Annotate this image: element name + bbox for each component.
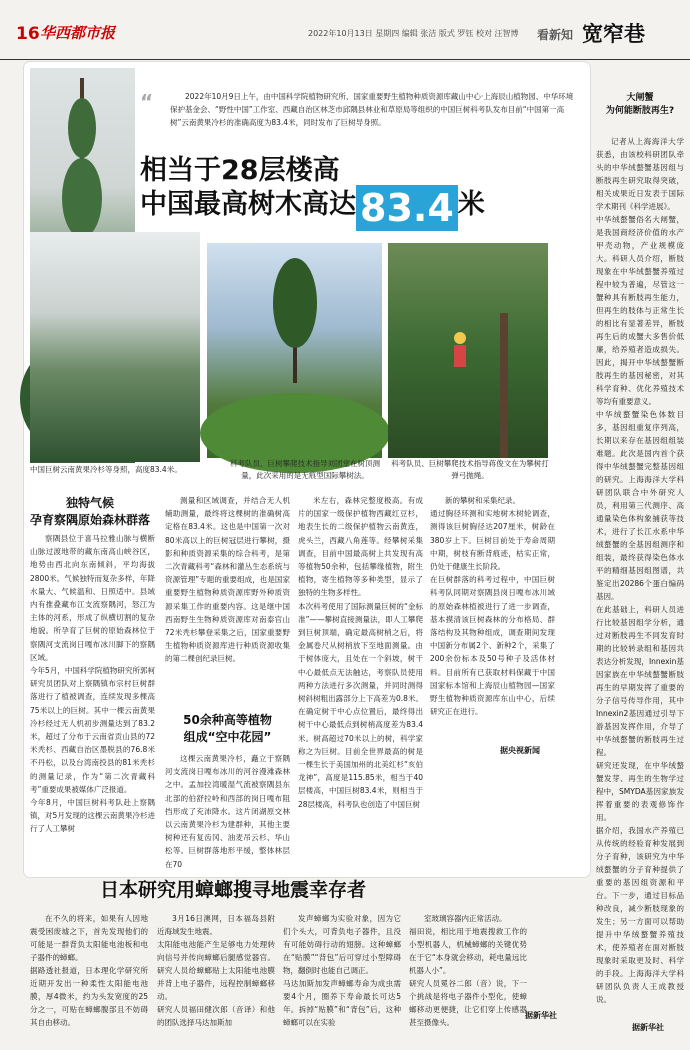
- bottom-column-3: 发声蟑螂为实验对象，因为它们个头大，可背负电子器件，且没有可能妨碍行动的翅膀。这种蟑螂在“贴膜”“背包”后可穿过小型障碍物，翻倒时也能自己调正。 马达加斯加发声蟑螂寿命为成虫需要4个月，圈养下寿命最长可达5年。拆掉“贴膜”和“背包”后，这种蟑螂可以在实验: [283, 914, 401, 1027]
- sidebar-source: 据新华社: [632, 1023, 664, 1032]
- feature-source: 据央视新闻: [500, 746, 540, 755]
- feature-title-line2: [140, 182, 485, 231]
- feature-title-line1: 相当于28层楼高: [140, 155, 340, 186]
- photo-caption-1: 中国巨树云南黄果冷杉等身照，高度83.4米。: [30, 465, 182, 474]
- edition-meta: 2022年10月13日 星期四 编辑 张洁 版式 罗钰 校对 汪智博: [308, 29, 519, 38]
- treetop-photo: [207, 243, 382, 458]
- bottom-column-1: 在不久的将来，如果有人因地震受困废墟之下，首先发现他们的可能是一群背负太阳能电池板和电子器件的蟑螂。 据路透社报道，日本理化学研究所近期开发出一种柔性太阳能电池膜，厚4微米，约为头发宽度的25分之一，可贴在蟑螂腹部且不妨碍其自由移动。: [30, 914, 148, 1027]
- feature-column-2b: 这棵云南黄果冷杉，矗立于察隅河支流岗日嘎布冰川的河谷漫滩森林之中。孟加拉湾暖湿气流被察隅县东北部的伯舒拉岭和西部的岗日嘎布阻挡形成了充沛降水。这片闭湖原交林以云南黄果冷杉为建群种，其他主要树种还有复齿冈、油麦吊云杉、华山松等。巨树群落地形平缓，整体林层在70: [165, 754, 290, 869]
- feature-column-4: 新的攀树和采集纪录。 通过胸径环测和实地树木树轮调查，测得该巨树胸径达207厘米，树龄在380岁上下。巨树目前处于寿命周期中期，树枝有断背痕迹，枯实正常，仍处于健康生长阶段。 在巨树群落的科考过程中，中国巨树科考队同期对察隅县岗日嘎布冰川域的原始森林植被进行了进一步调查，基本摸清该巨树森林的分布格局、群落结构及其物种组成，调查期间发现中国新分布属2个、新种2个，采集了200余份标本及50号种子及活体材料。目前所有已获取材料保藏于中国国家标本馆和上海辰山植物园—国家野生植物种质资源库东山中心，后续研究正在进行。: [430, 496, 555, 717]
- section-title: 宽窄巷: [582, 22, 645, 46]
- feature-column-3: 米左右，森林完整度极高。有成片的国家一级保护植物西藏红豆杉，地表生长的二级保护植物云南黄连，虎头兰，西藏八角莲等。经攀树采集调查，目前中国最高树上共发现有高等植物50余种，包括攀缘植物，附生植物，寄生植物等多种类型，显示了独特的生物多样性。 本次科考使用了国际测量巨树的“金标准”——攀树直接测量法，即人工攀爬到巨树顶端，确定最高树梢之后，将金属卷尺从树梢放下至地面测量。由于树体庞大，且处在一个斜坡，树干中心最低点无法触达，考察队员使用两种方法进行多次测量，并同时测得树斜树粗出露部分上下高差为0.8米。在确定树干中心点位置后，最终得出树干中心最低点到树梢高度差为83.4米。树高超过70米以上的树，科学家称之为巨树。目前全世界最高的树是一棵生长于美国加州的北美红杉“亥伯龙神”，高度是115.85米，相当于40层楼高，中国巨树83.4米，则相当于28层楼高，科考队也创造了中国巨树: [298, 496, 423, 809]
- treetop-illustration: [207, 243, 382, 458]
- feature-column-1: 察隅县位于喜马拉雅山脉与横断山脉过渡地带的藏东南高山峡谷区，地势由西北向东南倾斜，平均海拔2800米。气候独特而复杂多样，年降水量大、气候温和、日照适中。县域内有推叠藏布江支流察隅河，怒江为主体的河系，形成了纵横切割的复杂地貌。所孕育了巨树的原始森林位于察隅河支流岗日嘎布冰川脚下的察隅区域。 今年5月，中国科学院植物研究所郭柯研究员团队对上察隅镇布宗村巨树群落进行了植被调查，连续发现多棵高75米以上的巨树。其中一棵云南黄果冷杉经过无人机初步测量达到了83.2米，超过了分布于云南省贡山县的72米秃杉、西藏自治区墨脱县的76.8米不丹松，以及台湾南投县的81米秃杉的测量记录，作为“第二次青藏科考”重要成果被媒体广泛报道。 今年8月，中国巨树科考队赴上察隅镇，对5月发现的这棵云南黄果冷杉进行了人工攀树: [30, 534, 155, 834]
- height-figure: 83.4: [356, 185, 458, 231]
- forest-photo: [30, 232, 200, 462]
- photo-caption-3: 科考队员、巨树攀爬技术指导蒋俊文在为攀树打弹弓抛绳。: [391, 459, 549, 480]
- bottom-headline: 日本研究用蟑螂搜寻地震幸存者: [100, 879, 367, 901]
- subheading-1: 独特气候 孕育察隅原始森林群落: [30, 496, 151, 527]
- quote-mark: “: [140, 90, 154, 114]
- page-header: [0, 0, 690, 60]
- section-label: 看新知: [537, 28, 574, 42]
- feature-intro: 2022年10月9日上午，由中国科学院植物研究所、国家重要野生植物种质资源库藏山中心·上海辰山植物园、中华环境保护基金会、“野性中国”工作室、西藏自治区林芝市邱隅县林业和草原局等组织的中国巨树科考队发布目前“中国第一高树”云南黄果冷杉的准确高度为83.4米，同时发布了巨树导身照。: [170, 92, 574, 127]
- title-text: 中国最高树木高达: [140, 189, 356, 220]
- title-unit: 米: [457, 189, 485, 220]
- bottom-column-2: 3月16日澳网，日本福岛县附近海域发生地震。 太阳能电池能产生足够电力处理转向信号并传向蟑螂后腿感觉器官。研究人员给蟑螂贴上太阳能电池膜并背上电子器件，远程控制蟑螂移动。 研究人员福田健次郎（音译）和他的团队选择马达加斯加: [157, 914, 275, 1027]
- bottom-column-4: 室玻璃容器内正常活动。 福田说，相比用于地震搜救工作的小型机器人，机械蟑螂的关键优势在于它“本身就会移动，耗电量远比机器人小”。 研究人员冕谷二郎（音）说，下一个挑战是将电子器件小型化，使蟑螂移动更便捷，让它们穿上传感器甚至摄像头。: [409, 914, 527, 1027]
- climber-illustration: [388, 243, 548, 458]
- subheading-2: 50余种高等植物 组成“空中花园”: [183, 713, 272, 744]
- climber-photo: [388, 243, 548, 458]
- photo-caption-2: 科考队员、巨树攀爬技术指导刘团堂在树顶测量，此次采用的是无痕型国际攀树法。: [230, 459, 380, 480]
- sidebar-title: 大闸蟹 为何能断肢再生?: [605, 93, 675, 116]
- feature-column-2a: 测量和区域调查，并结合无人机辅助测量，最终将这棵树的准确树高定格在83.4米。这也是中国第一次对80米高以上的巨树冠层进行攀树，摄影和种质资源采集的综合科考，是第二次青藏科考“森林和灌丛生态系统与资源管理”专题的重要组成，也是国家重要野生植物种质资源库野外种质资源采集工作的重要内容。这是继中国西南野生生物种质资源库对南泰官山72米秃杉攀登采集之后，国家重要野生植物种质资源库进行种质资源收集的第二棵创纪录巨树。: [165, 496, 290, 664]
- paper-logo: 华西都市报: [40, 24, 116, 42]
- page-number: 16: [16, 24, 40, 44]
- bottom-source: 据新华社: [525, 1011, 557, 1020]
- sidebar-body: 记者从上海海洋大学获悉，由该校科研团队牵头的中华绒螯蟹基因组与断肢再生研究取得突破，相关成果近日发表于国际学术期刊《科学进展》。 中华绒螯蟹俗名大闸蟹，是我国商经济价值的水产甲壳动物，产业规模庞大。科研人员介绍，断肢现象在中华绒螯蟹养殖过程中较为普遍，尽管这一蟹种具有断肢再生能力，但再生的肢体与正常生长的相比有显著差异，断肢再生后的成蟹大多售价低廉，给养殖者造成损失。因此，揭开中华绒螯蟹断肢再生的基因秘密，对其科学育种、优化养殖技术等均有重要意义。 中华绒螯蟹染色体数目多，基因组重复序列高，长期以来存在基因组组装难题。此次是国内首个获得中华绒螯蟹完整基因组的研究。上海海洋大学科研团队联合中外研究人员，利用第三代测序、高通量染色体构象捕获等技术，进行了长江水系中华绒螯蟹的全基因组测序和组装，最终获得染色体水平的精细基因组图谱，共鉴定出20286个蛋白编码基因。 在此基础上，科研人员进行比较基因组学分析，通过对断肢再生不同发育时期的比较转录组和基因共表达分析发现，Innexin基因家族在中华绒螯蟹断肢再生的早期发挥了重要的分子信号传导作用，其中Innexin2基因通过引导下游基因发挥作用，介导了中华绒螯蟹的断肢再生过程。 研究还发现，在中华绒螯蟹发芽、再生的生物学过程中，SMYDA基因家族发挥着重要的表观修饰作用。 据介绍，我国水产养殖已从传统的经验育种发展到分子育种，该研究为中华绒螯蟹的分子育种提供了重要的基因组资源和平台。下一步，通过目标品种改良，减少断肢现象的发生；另一方面可以帮助提升中华绒螯蟹养殖技术，使养殖者在面对断肢现象时采取更及时、科学的手段。上海海洋大学科研团队负责人王成教授说。: [596, 137, 684, 1004]
